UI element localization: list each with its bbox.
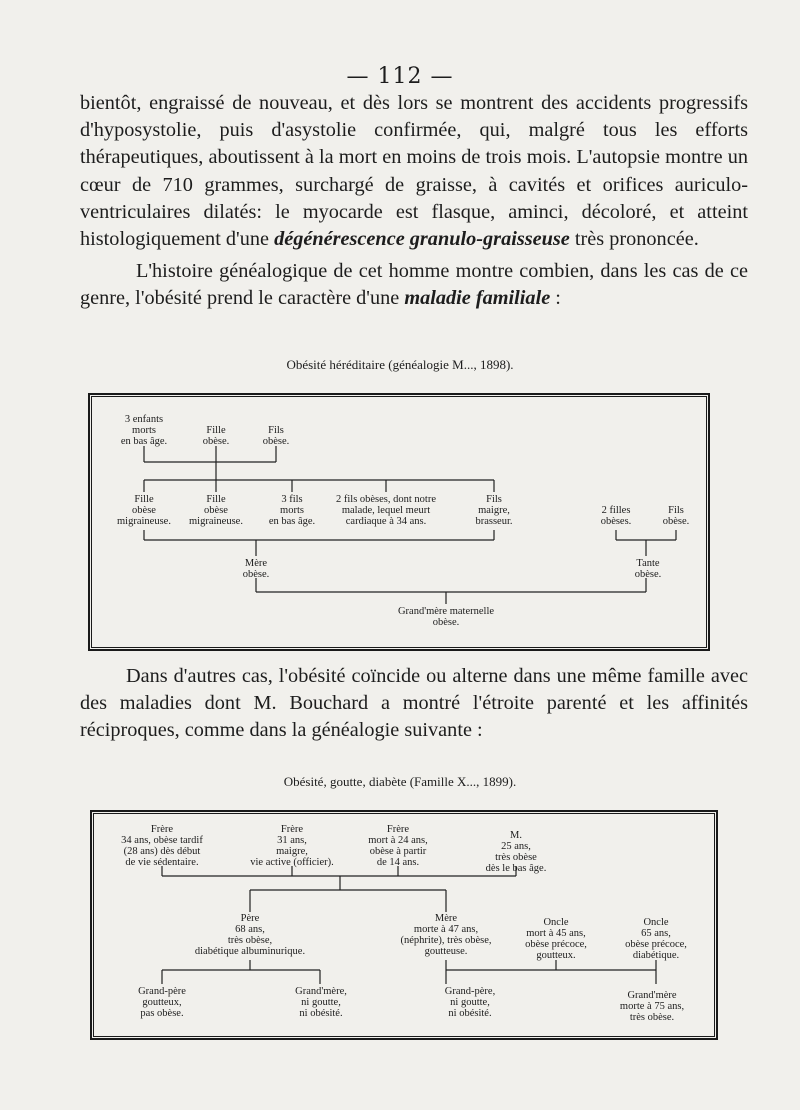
tree2-paternal-grandmother: Grand'mère, ni goutte, ni obésité.: [295, 986, 347, 1019]
tree1-aunt: Tante obèse.: [634, 558, 662, 580]
tree1-three-sons-dead: 3 fils morts en bas âge.: [268, 494, 316, 527]
tree1-grandmother: Grand'mère maternelle obèse.: [397, 606, 495, 628]
tree1-mother: Mère obèse.: [242, 558, 270, 580]
tree1-daughter-migraine-1: Fille obèse migraineuse.: [117, 494, 171, 527]
tree2-uncle-2: Oncle 65 ans, obèse précoce, diabétique.: [625, 917, 687, 961]
tree2-brother-3: Frère mort à 24 ans, obèse à partir de 14 ans.: [368, 824, 428, 868]
paragraph-text: :: [550, 287, 561, 310]
page-number: — 112 —: [346, 64, 454, 89]
paragraph-text: bientôt, engraissé de nouveau, et dès lors se montrent des accidents progressifs d'hyposystolie, puis d'asystolie confirmée, qui, malgré tous les efforts thérapeutiques, aboutissent à la mort en moins de trois mois. L'autopsie montre un cœur de 710 grammes, surchargé de graisse, à cavités et orifices auriculo-ventriculaires dilatés: le myocarde est flasque, aminci, décoloré, et atteint histologiquement d'une: [80, 92, 748, 251]
tree2-uncle-1: Oncle mort à 45 ans, obèse précoce, goutteux.: [525, 917, 587, 961]
emphasis-text: maladie familiale: [404, 287, 551, 310]
paragraph-text: très prononcée.: [569, 228, 699, 251]
tree1-two-daughters: 2 filles obèses.: [600, 505, 632, 527]
tree1-son-brewer: Fils maigre, brasseur.: [475, 494, 513, 527]
paragraph-text: L'histoire généalogique de cet homme montre combien, dans les cas de ce genre, l'obésité prend le caractère d'une: [80, 260, 748, 310]
tree2-maternal-grandmother: Grand'mère morte à 75 ans, très obèse.: [619, 990, 685, 1023]
tree2-maternal-grandfather: Grand-père, ni goutte, ni obésité.: [444, 986, 496, 1019]
figure-caption-1: Obésité héréditaire (généalogie M..., 1898).: [286, 357, 514, 372]
tree1-daughter-obese: Fille obèse.: [202, 425, 230, 447]
tree2-patient: M. 25 ans, très obèse dès le bas âge.: [485, 830, 547, 874]
tree1-son-obese: Fils obèse.: [262, 425, 290, 447]
tree1-son-obese-right: Fils obèse.: [662, 505, 690, 527]
emphasis-text: dégénérescence granulo-graisseuse: [274, 228, 570, 251]
tree2-mother: Mère morte à 47 ans, (néphrite), très obèse, goutteuse.: [400, 913, 492, 957]
tree2-paternal-grandfather: Grand-père goutteux, pas obèse.: [138, 986, 186, 1019]
tree2-brother-1: Frère 34 ans, obèse tardif (28 ans) dès début de vie sédentaire.: [121, 824, 203, 868]
tree2-father: Père 68 ans, très obèse, diabétique albuminurique.: [194, 913, 306, 957]
tree1-daughter-migraine-2: Fille obèse migraineuse.: [189, 494, 243, 527]
tree2-brother-2: Frère 31 ans, maigre, vie active (officier).: [250, 824, 334, 868]
figure-caption-2: Obésité, goutte, diabète (Famille X..., 1899).: [283, 774, 517, 789]
tree1-patient-brothers: 2 fils obèses, dont notre malade, lequel meurt cardiaque à 34 ans.: [335, 494, 437, 527]
tree1-three-children-dead: 3 enfants morts en bas âge.: [120, 414, 168, 447]
paragraph-other-cases: Dans d'autres cas, l'obésité coïncide ou alterne dans une même famille avec des maladies dont M. Bouchard a montré l'étroite parenté et les affinités réciproques, comme dans la généalogie suivante :: [80, 665, 748, 742]
